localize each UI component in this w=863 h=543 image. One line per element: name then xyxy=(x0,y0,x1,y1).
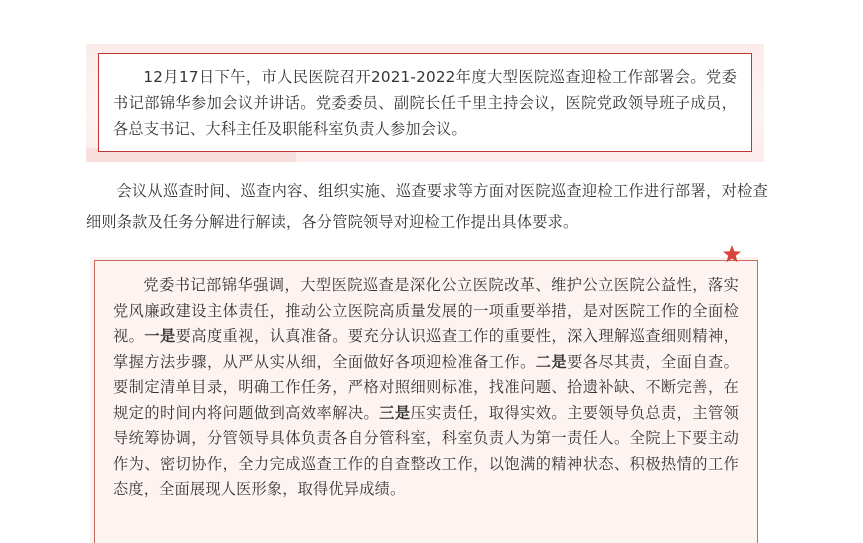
emphasis-point-label: 二是 xyxy=(535,352,568,371)
emphasis-point-label: 一是 xyxy=(144,327,176,345)
star-icon xyxy=(722,244,742,264)
emphasis-box xyxy=(94,260,758,543)
intro-box xyxy=(98,53,752,152)
middle-section xyxy=(86,176,768,238)
emphasis-segment: 要高度重视，认真准备。要充分认识巡查工作的重要性，深入理解巡查细则精神，掌握方法步骤，从严从实从细，全面做好各项迎检准备工作。 xyxy=(113,327,740,371)
emphasis-paragraph xyxy=(113,273,739,503)
intro-paragraph: 12月17日下午，市人民医院召开2021-2022年度大型医院巡查迎检工作部署会。党委书记部锦华参加会议并讲话。党委委员、副院长任千里主持会议，医院党政领导班子成员，各总支书记、大科主任及职能科室负责人参加会议。 xyxy=(113,68,737,138)
emphasis-point-label: 三是 xyxy=(379,403,411,422)
emphasis-segment: 要各尽其责，全面自查。要制定清单目录，明确工作任务，严格对照细则标准，找准问题、拾遗补缺、不断完善，在规定的时间内将问题做到高效率解决。 xyxy=(113,352,740,422)
middle-paragraph: 会议从巡查时间、巡查内容、组织实施、巡查要求等方面对医院巡查迎检工作进行部署，对检查细则条款及任务分解进行解读，各分管院领导对迎检工作提出具体要求。 xyxy=(86,182,768,231)
emphasis-segment: 压实责任，取得实效。主要领导负总责，主管领导统筹协调，分管领导具体负责各自分管科室，科室负责人为第一责任人。全院上下要主动作为、密切协作，全力完成巡查工作的自查整改工作，以饱满的精神状态、积极热情的工作态度，全面展现人医形象，取得优异成绩。 xyxy=(113,403,740,498)
emphasis-segment: 党委书记部锦华强调，大型医院巡查是深化公立医院改革、维护公立医院公益性，落实党风廉政建设主体责任，推动公立医院高质量发展的一项重要举措，是对医院工作的全面检视。 xyxy=(113,276,739,345)
